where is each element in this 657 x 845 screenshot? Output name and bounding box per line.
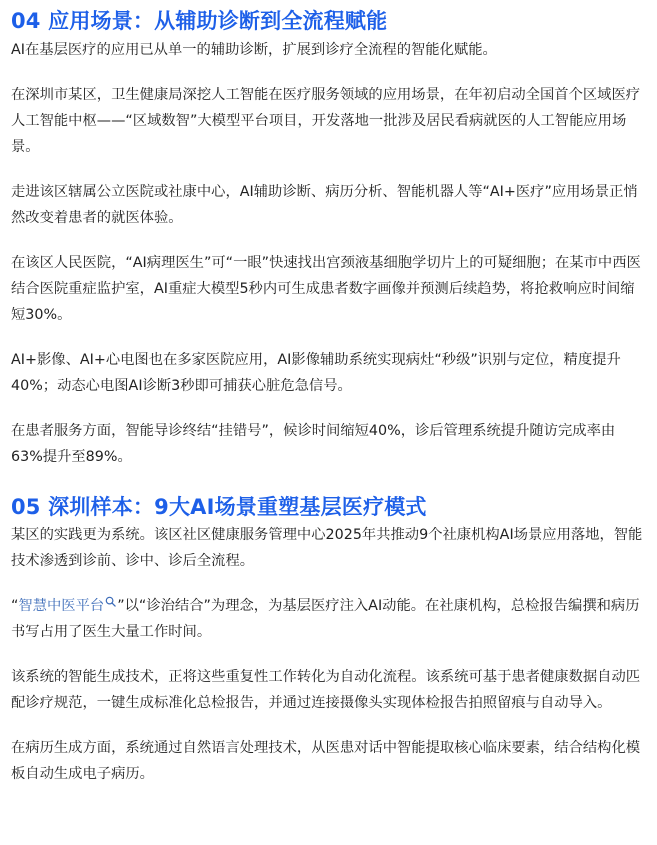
section-5-paragraph-2-text: ”以“诊治结合”为理念，为基层医疗注入AI动能。在社康机构，总检报告编撰和病历书写占用了医生大量工作时间。 <box>11 598 640 640</box>
section-4-paragraph-5: AI+影像、AI+心电图也在多家医院应用，AI影像辅助系统实现病灶“秒级”识别与定位，精度提升40%；动态心电图AI诊断3秒即可捕获心脏危急信号。 <box>11 352 621 394</box>
open-quote: “ <box>11 598 19 614</box>
search-icon[interactable] <box>105 596 116 607</box>
section-5-paragraph-4: 在病历生成方面，系统通过自然语言处理技术，从医患对话中智能提取核心临床要素，结合结构化模板自动生成电子病历。 <box>11 740 641 782</box>
section-4-paragraph-6: 在患者服务方面，智能导诊终结“挂错号”，候诊时间缩短40%，诊后管理系统提升随访完成率由63%提升至89%。 <box>11 423 616 465</box>
section-4-paragraph-1: AI在基层医疗的应用已从单一的辅助诊断，扩展到诊疗全流程的智能化赋能。 <box>11 42 497 58</box>
section-5-paragraph-3: 该系统的智能生成技术，正将这些重复性工作转化为自动化流程。该系统可基于患者健康数据自动匹配诊疗规范，一键生成标准化总检报告，并通过连接摄像头实现体检报告拍照留痕与自动导入。 <box>11 669 641 711</box>
section-5-paragraph-1: 某区的实践更为系统。该区社区健康服务管理中心2025年共推动9个社康机构AI场景应用落地，智能技术渗透到诊前、诊中、诊后全流程。 <box>11 527 643 569</box>
section-4-paragraph-2: 在深圳市某区，卫生健康局深挖人工智能在医疗服务领域的应用场景，在年初启动全国首个区域医疗人工智能中枢——“区域数智”大模型平台项目，开发落地一批涉及居民看病就医的人工智能应用场景。 <box>11 87 641 155</box>
section-5-paragraph-2 <box>11 593 645 645</box>
section-4-heading: 04 应用场景：从辅助诊断到全流程赋能 <box>11 9 388 33</box>
section-4-paragraph-4: 在该区人民医院，“AI病理医生”可“一眼”快速找出宫颈液基细胞学切片上的可疑细胞；在某市中西医结合医院重症监护室，AI重症大模型5秒内可生成患者数字画像并预测后续趋势，将抢救响应时间缩短30%。 <box>11 255 641 323</box>
section-5-heading: 05 深圳样本：9大AI场景重塑基层医疗模式 <box>11 495 427 519</box>
section-4-paragraph-3: 走进该区辖属公立医院或社康中心，AI辅助诊断、病历分析、智能机器人等“AI+医疗”应用场景正悄然改变着患者的就医体验。 <box>11 184 638 226</box>
platform-link[interactable]: 智慧中医平台 <box>18 598 105 614</box>
